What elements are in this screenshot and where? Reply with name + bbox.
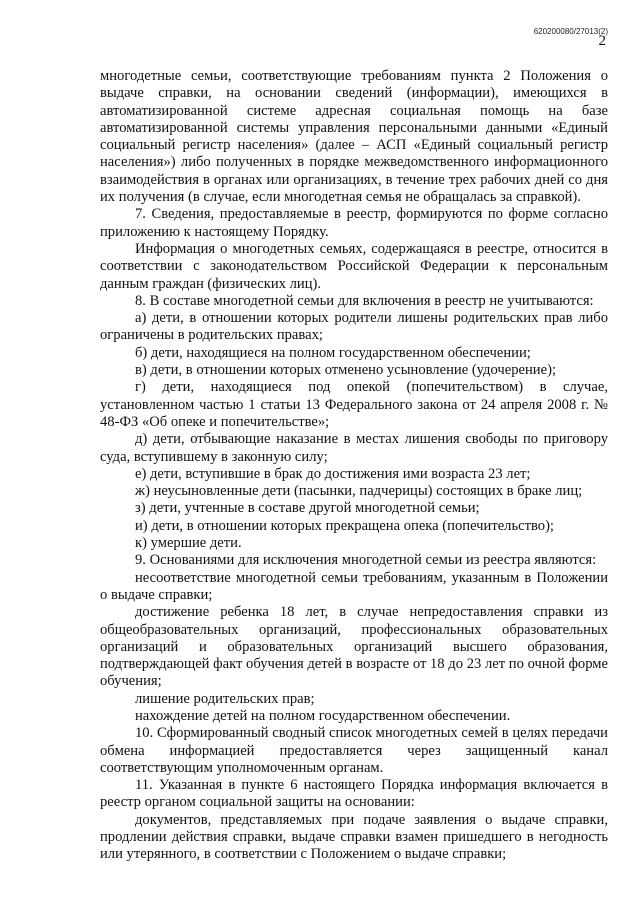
list-item-g: г) дети, находящиеся под опекой (попечительством) в случае, установленном частью 1 статьи 13 Федерального закона от 24 апреля 2008 г. № 48-ФЗ «Об опеке и попечительстве»; — [100, 379, 608, 430]
list-item-v: в) дети, в отношении которых отменено усыновление (удочерение); — [135, 362, 557, 379]
paragraph-7: 7. Сведения, предоставляемые в реестр, формируются по форме согласно приложению к настоящему Порядку. — [100, 206, 608, 240]
document-body — [100, 68, 608, 864]
list-item-e: е) дети, вступившие в брак до достижения ими возраста 23 лет; — [135, 465, 531, 482]
list-item-k: к) умершие дети. — [135, 535, 242, 552]
paragraph-8: 8. В составе многодетной семьи для включения в реестр не учитываются: — [135, 292, 594, 309]
paragraph-info: Информация о многодетных семьях, содержащаяся в реестре, относится в соответствии с законодательством Российской Федерации к персональным данным граждан (физических лиц). — [100, 240, 608, 292]
exclusion-reason-2: достижение ребенка 18 лет, в случае непредоставления справки из общеобразовательных организаций, профессиональных образовательных организаций и образовательных организаций высшего образования, подтверждающей факт обучения детей в возрасте от 18 до 23 лет по очной форме обучения; — [100, 604, 608, 690]
paragraph-11-basis: документов, представляемых при подаче заявления о выдаче справки, продлении действия справки, выдаче справки взамен пришедшего в негодность или утерянного, в соответствии с Положением о выдаче справки; — [100, 811, 608, 863]
paragraph-9: 9. Основаниями для исключения многодетной семьи из реестра являются: — [135, 552, 597, 569]
list-item-z: з) дети, учтенные в составе другой многодетной семьи; — [135, 500, 480, 517]
list-item-zh: ж) неусыновленные дети (пасынки, падчерицы) состоящих в браке лиц; — [135, 483, 583, 500]
paragraph-11: 11. Указанная в пункте 6 настоящего Порядка информация включается в реестр органом социальной защиты на основании: — [100, 777, 608, 811]
document-number: 620200080/27013(2) — [533, 27, 608, 36]
exclusion-reason-1: несоответствие многодетной семьи требованиям, указанным в Положении о выдаче справки; — [100, 569, 608, 603]
exclusion-reason-4: нахождение детей на полном государственном обеспечении. — [135, 707, 511, 724]
paragraph-intro: многодетные семьи, соответствующие требованиям пункта 2 Положения о выдаче справки, на основании сведений (информации), имеющихся в автоматизированной системе адресная социальная помощь на базе автоматизированной системы управления персональными данными «Единый социальный регистр населения» (далее – АСП «Единый социальный регистр населения») либо полученных в порядке межведомственного информационного взаимодействия в органах или организациях, в течение трех рабочих дней со дня их получения (в случае, если многодетная семья не обращалась за справкой). — [100, 68, 608, 206]
page-number: 2 — [598, 33, 606, 49]
list-item-i: и) дети, в отношении которых прекращена опека (попечительство); — [135, 517, 554, 534]
paragraph-10: 10. Сформированный сводный список многодетных семей в целях передачи обмена информацией предоставляется через защищенный канал соответствующим уполномоченным органам. — [100, 725, 608, 776]
list-item-b: б) дети, находящиеся на полном государственном обеспечении; — [135, 344, 531, 361]
list-item-a: а) дети, в отношении которых родители лишены родительских прав либо ограничены в родительских правах; — [100, 310, 608, 344]
exclusion-reason-3: лишение родительских прав; — [135, 690, 315, 707]
list-item-d: д) дети, отбывающие наказание в местах лишения свободы по приговору суда, вступившему в законную силу; — [100, 431, 608, 465]
